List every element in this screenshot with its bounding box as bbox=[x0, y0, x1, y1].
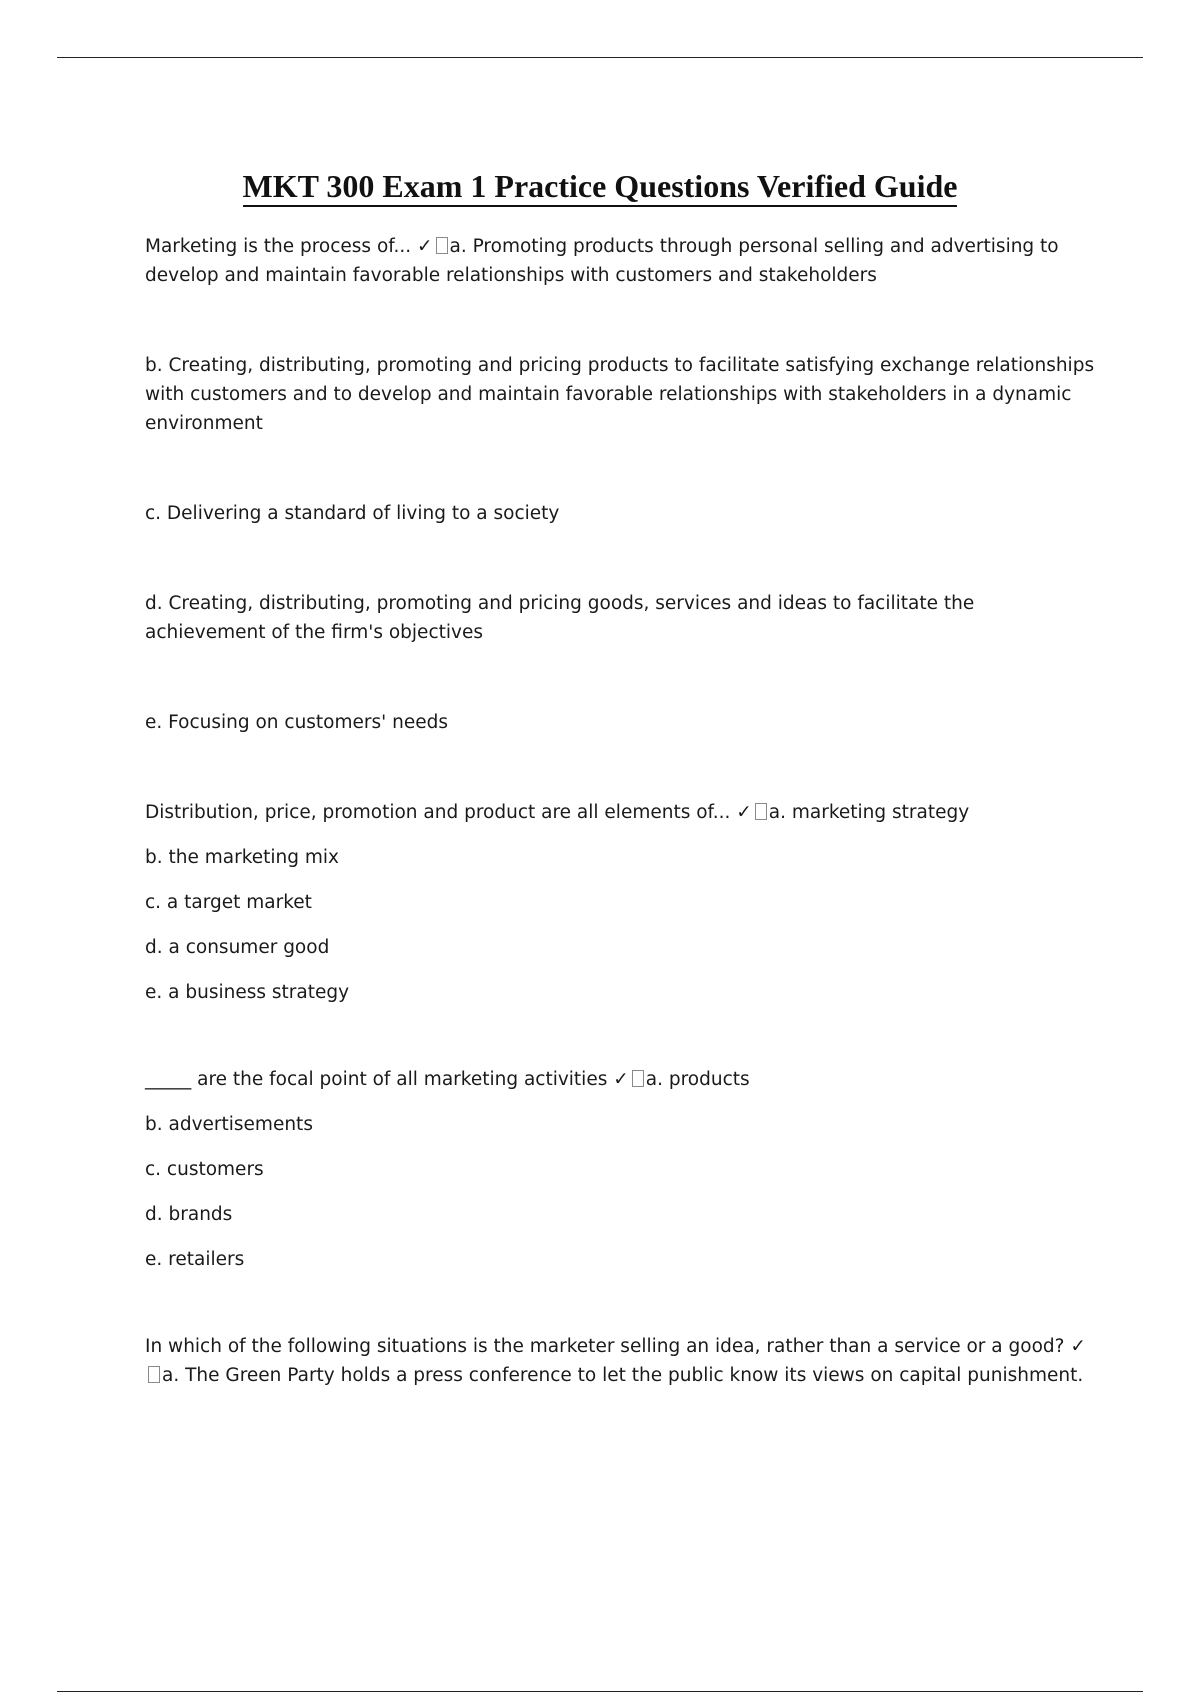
question-1-option-e: e. Focusing on customers' needs bbox=[145, 712, 448, 733]
checkmark-icon: ✓ bbox=[736, 802, 752, 823]
question-3-stem: _____ are the focal point of all marketing activities ✓ a. products bbox=[145, 1069, 750, 1090]
question-1-stem: Marketing is the process of... ✓ a. Promoting products through personal selling and advertising to develop and maintain favorable relationships with customers and stakeholders bbox=[145, 236, 1059, 286]
answer-box-icon bbox=[148, 1366, 160, 1383]
checkmark-icon: ✓ bbox=[613, 1069, 629, 1090]
question-3-option-d: d. brands bbox=[145, 1204, 233, 1225]
question-3-option-c: c. customers bbox=[145, 1159, 264, 1180]
question-2-option-c: c. a target market bbox=[145, 892, 312, 913]
question-1-option-c: c. Delivering a standard of living to a society bbox=[145, 503, 560, 524]
header-rule bbox=[57, 57, 1143, 58]
question-3-option-b: b. advertisements bbox=[145, 1114, 313, 1135]
question-2-stem: Distribution, price, promotion and product are all elements of... ✓ a. marketing strategy bbox=[145, 802, 970, 823]
question-4-stem: In which of the following situations is the marketer selling an idea, rather than a service or a good? ✓a. The Green Party holds a press conference to let the public know its views on capital punishment. bbox=[145, 1336, 1086, 1386]
checkmark-icon: ✓ bbox=[1070, 1336, 1086, 1357]
checkmark-icon: ✓ bbox=[416, 236, 433, 257]
question-2-option-e: e. a business strategy bbox=[145, 982, 350, 1003]
answer-box-icon bbox=[755, 803, 767, 820]
question-3-option-e: e. retailers bbox=[145, 1249, 245, 1270]
answer-box-icon bbox=[436, 237, 448, 254]
question-1-option-b: b. Creating, distributing, promoting and pricing products to facilitate satisfying exchange relationships with customers and to develop and maintain favorable relationships with stakeholders in a dynamic environment bbox=[145, 355, 1095, 434]
question-2-option-b: b. the marketing mix bbox=[145, 847, 339, 868]
document-title: MKT 300 Exam 1 Practice Questions Verified Guide bbox=[0, 166, 1200, 206]
footer-rule bbox=[57, 1691, 1143, 1692]
question-2-option-d: d. a consumer good bbox=[145, 937, 330, 958]
question-1-option-d: d. Creating, distributing, promoting and pricing goods, services and ideas to facilitate the achievement of the firm's objectives bbox=[145, 593, 975, 643]
document-body bbox=[145, 232, 1095, 1390]
answer-box-icon bbox=[632, 1070, 644, 1087]
